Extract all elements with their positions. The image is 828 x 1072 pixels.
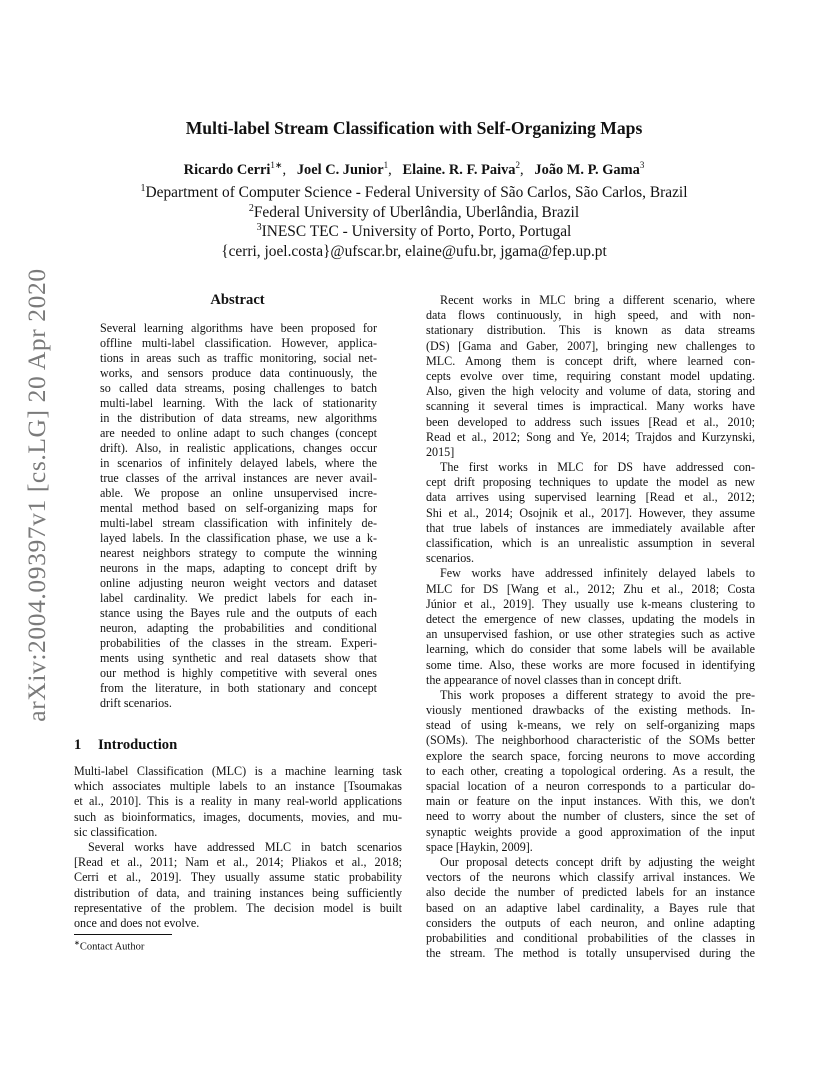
right-column-body (426, 293, 755, 961)
text-line: nearest neighbors strategy to compute the winning (100, 546, 377, 561)
paragraph (74, 840, 402, 931)
author-name: Joel C. Junior (296, 161, 384, 178)
affiliation-mark: 3 (256, 222, 262, 233)
affiliation-text: Department of Computer Science - Federal University of São Carlos, São Carlos, Brazil (145, 184, 688, 202)
text-line: our method is highly competitive with several ones (100, 666, 377, 681)
affiliation-text: Federal University of Uberlândia, Uberlândia, Brazil (253, 204, 580, 222)
author-affiliation-mark: 2 (515, 160, 521, 170)
text-line: This work proposes a different strategy to avoid the pre- (440, 687, 755, 702)
text-line: some time. Also, these works are more focused in identifying (426, 657, 755, 672)
text-line: data flows continuously, in high speed, and with non- (426, 308, 755, 323)
text-line: been developed to address such issues [Read et al., 2010; (426, 414, 755, 429)
text-line: multi-label learning. With the lack of stationarity (100, 396, 377, 411)
text-line: layed labels. In the classification phase, we use a k- (100, 531, 377, 546)
text-line: [Read et al., 2011; Nam et al., 2014; Pliakos et al., 2018; (74, 855, 402, 870)
text-line: based on an adaptive label cardinality, a Bayes rule that (426, 900, 755, 915)
text-line: MLC. Among them is concept drift, where learned con- (426, 353, 755, 368)
text-line: Multi-label Classification (MLC) is a machine learning task (74, 764, 402, 778)
text-line: Few works have addressed infinitely delayed labels to (440, 566, 755, 581)
text-line: the appearance of novel classes than in concept drift. (426, 672, 682, 687)
text-line: learning, which do consider that some labels will be available (426, 642, 755, 657)
abstract-body (100, 321, 377, 711)
text-line: from the literature, in both stationary and concept (100, 681, 377, 696)
text-line: Shi et al., 2014; Osojnik et al., 2017]. However, they assume (426, 505, 755, 520)
footnote-rule (74, 934, 172, 935)
footnote (74, 939, 144, 953)
author-list: Ricardo Cerri$^{1∗}$, Joel C. Junior$^1$, Elaine. R. F. Paiva$^2$, João M. P. Gama$^3$ (183, 160, 645, 178)
text-line: (DS) [Gama and Gaber, 2007], bringing new challenges to (426, 338, 755, 353)
text-line: vectors of the neurons which classify arrival instances. We (426, 870, 755, 885)
text-line: neuron, adapting the probabilities and conditional (100, 621, 377, 636)
text-line: the stream. The method is totally unsupervised during the (426, 946, 755, 961)
text-line: mental method based on self-organizing maps for (100, 501, 377, 516)
affiliation-line (0, 183, 828, 202)
text-line: sic classification. (74, 824, 158, 839)
text-line: stationary distribution. This is known as data streams (426, 323, 755, 338)
text-line: cepts evolve over time, requiring constant model updating. (426, 368, 755, 383)
introduction-body (74, 764, 402, 931)
text-line: Recent works in MLC bring a different scenario, where (440, 293, 755, 307)
text-line: Several works have addressed MLC in batch scenarios (88, 839, 402, 854)
text-line: multi-label stream classification with infinitely de- (100, 516, 377, 531)
arxiv-stamp-text: arXiv:2004.09397v1 [cs.LG] 20 Apr 2020 (22, 268, 51, 722)
author-affiliation-mark: 1 (383, 160, 389, 170)
text-line: offline multi-label classification. However, applica- (100, 336, 377, 351)
text-line: considers the outputs of each neuron, and online adapting (426, 915, 755, 930)
text-line: MLC for DS [Wang et al., 2012; Zhu et al., 2018; Costa (426, 581, 755, 596)
arxiv-stamp (22, 268, 52, 722)
footnote-text: Contact Author (79, 941, 145, 953)
text-line: (SOMs). The neighborhood characteristic of the SOMs better (426, 733, 755, 748)
text-line: also decide the number of predicted labels for an instance (426, 885, 755, 900)
section-number: 1 (74, 737, 82, 753)
affiliation-line (0, 203, 828, 222)
text-line: neurons in the maps, adapting to concept drift by (100, 561, 377, 576)
text-line: spacial location of a neuron corresponds to a particular do- (426, 779, 755, 793)
text-line: Our proposal detects concept drift by adjusting the weight (440, 854, 755, 869)
text-line: et al., 2010]. This is a reality in many real-world applications (74, 794, 402, 809)
text-line: need to worry about the number of clusters, since the set of (426, 809, 755, 824)
text-line: online adjusting neuron weight vectors and dataset (100, 576, 377, 591)
text-line: to each other, creating a topological ordering. As a result, the (426, 763, 755, 778)
author-name: Elaine. R. F. Paiva (402, 161, 516, 178)
section-title: Introduction (98, 737, 178, 753)
text-line: once and does not evolve. (74, 915, 200, 930)
paragraph (426, 855, 755, 961)
text-line: explore the search space, forcing neurons to move according (426, 748, 755, 763)
text-line: Also, given the high velocity and volume of data, storing and (426, 384, 755, 399)
text-line: viously mentioned drawbacks of the existing methods. In- (426, 703, 755, 718)
affiliation-mark: 2 (248, 203, 254, 214)
text-line: scenarios. (426, 551, 475, 566)
text-line: are needed to online adapt to such changes (concept (100, 426, 377, 441)
text-line: 2015] (426, 444, 455, 459)
paragraph (426, 688, 755, 855)
author-name: João M. P. Gama (534, 161, 640, 178)
text-line: tions in areas such as traffic monitoring, social net- (100, 351, 377, 366)
text-line: stance using the Bayes rule and the outputs of each (100, 606, 377, 621)
text-line: main or feature on the input instances. With this, we don't (426, 794, 755, 809)
text-line: Read et al., 2012; Song and Ye, 2014; Trajdos and Kurzynski, (426, 429, 755, 444)
text-line: drift scenarios. (100, 696, 172, 711)
text-line: synaptic weights provide a good approximation of the input (426, 824, 755, 839)
text-line: true classes of the arrival instances are never avail- (100, 471, 377, 486)
text-line: Júnior et al., 2019]. They usually use k-means clustering to (426, 596, 755, 611)
text-line: scanning it several times is impractical. Many works have (426, 399, 755, 414)
author-name: Ricardo Cerri (183, 161, 271, 178)
section-heading (74, 737, 177, 754)
text-line: label cardinality. We predict labels for each in- (100, 591, 377, 606)
affiliation-line (0, 222, 828, 241)
text-line: distribution of data, and training instances being sufficiently (74, 885, 402, 900)
text-line: detect the emergence of new classes, updating the models in (426, 611, 755, 626)
text-line: probabilities of the classes in the stream. Experi- (100, 636, 377, 651)
text-line: Cerri et al., 2019]. They usually assume static probability (74, 870, 402, 885)
paragraph (426, 293, 755, 460)
affiliation-text: INESC TEC - University of Porto, Porto, Portugal (261, 223, 572, 241)
paragraph (426, 566, 755, 688)
abstract-heading: Abstract (210, 292, 265, 308)
author-affiliation-mark: 1∗ (270, 160, 283, 170)
text-line: cept drift proposing techniques to update the model as new (426, 475, 755, 490)
text-line: which associates multiple labels to an instance [Tsoumakas (74, 779, 402, 794)
paragraph (426, 460, 755, 566)
text-line: in the distribution of data streams, new algorithms (100, 411, 377, 426)
paper-title: Multi-label Stream Classification with Self-Organizing Maps (185, 118, 643, 138)
paragraph (74, 764, 402, 840)
affiliation-mark: 1 (140, 183, 146, 194)
text-line: data arrives using supervised learning [Read et al., 2012; (426, 490, 755, 505)
text-line: so called data streams, posing challenges to batch (100, 381, 377, 396)
text-line: an unsupervised fashion, or use other strategies such as active (426, 627, 755, 642)
text-line: drift). Also, in realistic applications, changes occur (100, 441, 377, 456)
text-line: able. We propose an online unsupervised incre- (100, 486, 377, 501)
text-line: ments using synthetic and real datasets show that (100, 651, 377, 666)
text-line: representative of the problem. The decision model is built (74, 900, 402, 915)
text-line: classification, which is an unrealistic assumption in several (426, 536, 755, 550)
text-line: Several learning algorithms have been proposed for (100, 321, 377, 335)
text-line: works, and sensors produce data continuously, the (100, 366, 377, 381)
footnote-mark: ∗ (74, 939, 80, 947)
author-emails: {cerri, joel.costa}@ufscar.br, elaine@ufu.br, jgama@fep.up.pt (221, 243, 607, 260)
text-line: that true labels of instances are immediately available after (426, 520, 755, 535)
text-line: stead of using k-means, we rely on self-organizing maps (426, 718, 755, 733)
author-affiliation-mark: 3 (639, 160, 645, 170)
text-line: space [Haykin, 2009]. (426, 839, 533, 854)
text-line: The first works in MLC for DS have addressed con- (440, 460, 755, 475)
text-line: such as bioinformatics, images, documents, movies, and mu- (74, 809, 402, 824)
text-line: probabilities and conditional probabilities of the classes in (426, 930, 755, 945)
text-line: in scenarios of infinitely delayed labels, where the (100, 456, 377, 471)
